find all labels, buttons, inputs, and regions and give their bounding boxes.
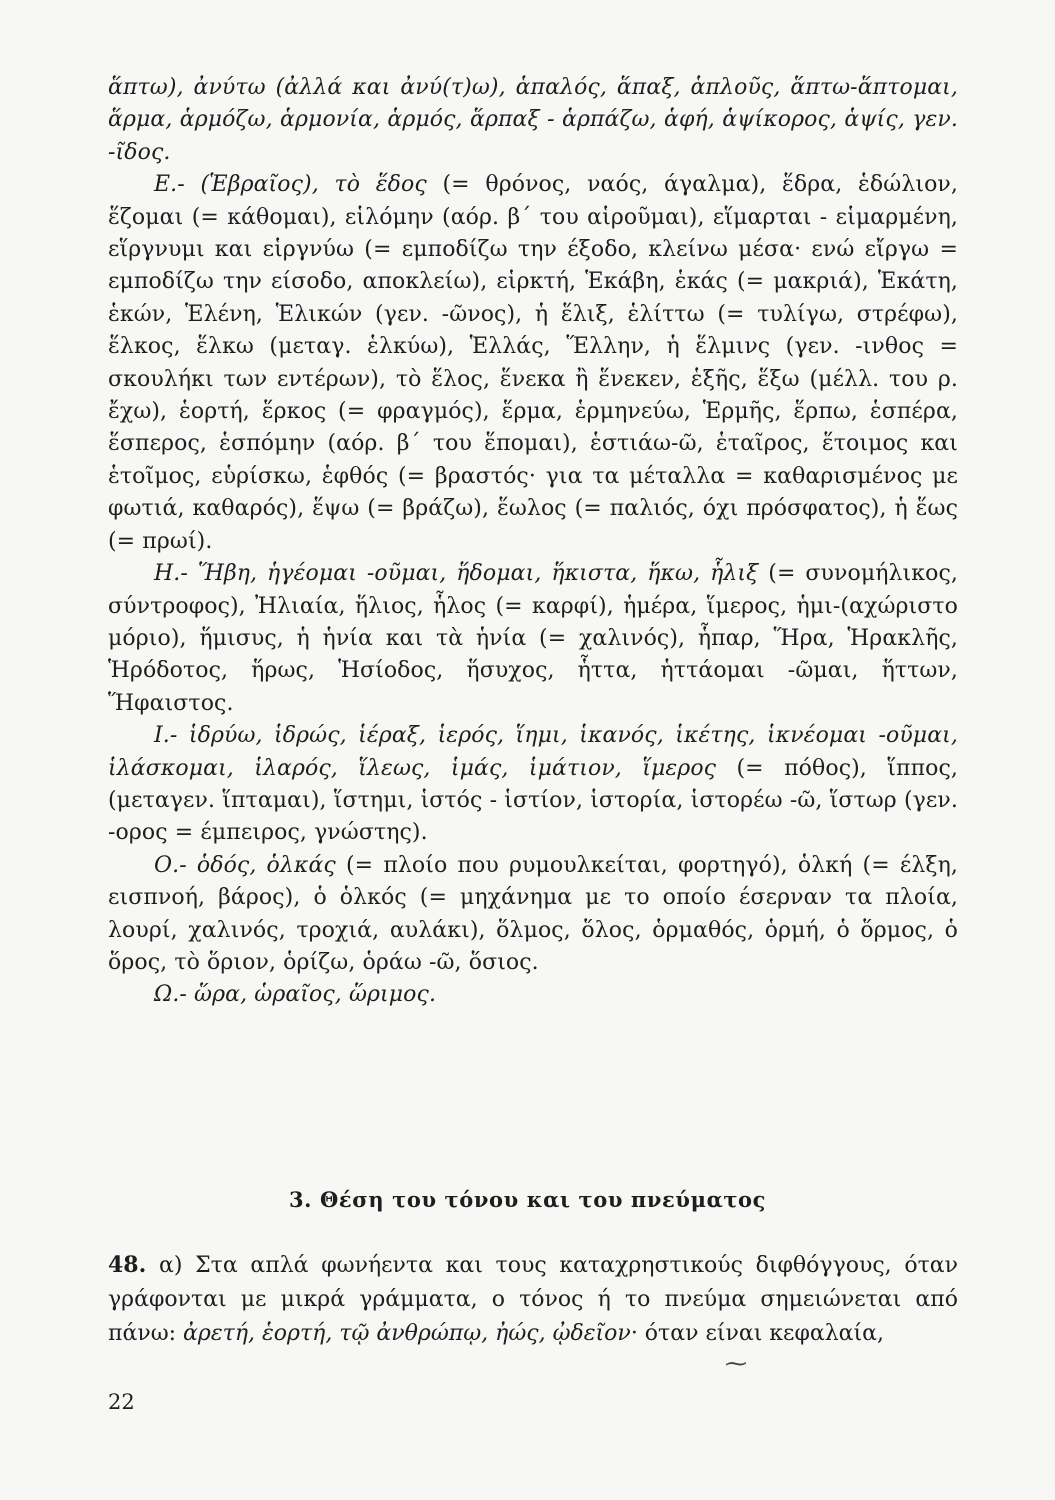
ink-mark: ⁓ — [725, 1352, 747, 1377]
entry-epsilon — [108, 169, 958, 558]
entry-eta — [108, 558, 958, 720]
entry-omicron — [108, 850, 958, 980]
paragraph-48-tail: · όταν είναι κεφαλαία, — [630, 1321, 884, 1346]
paragraph-48-intro: α) Στα απλά φωνήεντα και τους καταχρηστικούς διφθόγγους, όταν γράφονται με μικρά γράμματα, ο τόνος ή το πνεύμα σημειώνεται από πάνω: — [108, 1253, 958, 1346]
entry-omicron-text: (= πλοίο που ρυμουλκείται, φορτηγό), ὁλκή (= έλξη, εισπνοή, βάρος), ὁ ὁλκός (= μηχάνημα με το οποίο έσερναν τα πλοία, λουρί, χαλινός, τροχιά, αυλάκι), ὅλμος, ὅλος, ὁρμαθός, ὁρμή, ὁ ὅρμος, ὁ ὅρος, τὸ ὅριον, ὁρίζω, ὁράω -ῶ, ὅσιος. — [108, 852, 959, 975]
main-text-block — [108, 72, 958, 1012]
entry-omicron-lead: Ο.- ὁδός, ὁλκάς — [154, 852, 336, 878]
continuation-words: ἅπτω), ἀνύτω (ἀλλά και ἀνύ(τ)ω), ἁπαλός, ἅπαξ, ἁπλοῦς, ἅπτω-ἅπτομαι, ἅρμα, ἁρμόζω, ἁρμονία, ἁρμός, ἅρπαξ - ἁρπάζω, ἁφή, ἁψίκορος, ἁψίς, γεν. -ῖδος. — [108, 75, 958, 165]
entry-continuation — [108, 72, 958, 169]
entry-iota-lead: Ι.- ἱδρύω, ἱδρώς, ἱέραξ, ἱερός, ἵημι, ἱκανός, ἱκέτης, ἱκνέομαι -οῦμαι, ἱλάσκομαι, ἱλαρός, ἵλεως, ἱμάς, ἱμάτιον, ἵμερος — [108, 723, 958, 781]
paragraph-48-number: 48. — [108, 1252, 147, 1278]
entry-omega-lead: Ω.- ὥρα, ὡραῖος, ὥριμος. — [154, 982, 437, 1008]
entry-eta-text: (= συνομήλικος, σύντροφος), Ἠλιαία, ἥλιος, ἧλος (= καρφί), ἡμέρα, ἵμερος, ἡμι-(αχώριστο μόριο), ἥμισυς, ἡ ἡνία και τὰ ἡνία (= χαλινός), ἧπαρ, Ἥρα, Ἡρακλῆς, Ἡρόδοτος, ἥρως, Ἡσίοδος, ἥσυχος, ἧττα, ἡττάομαι -ῶμαι, ἥττων, Ἥφαιστος. — [108, 561, 958, 716]
entry-omega — [108, 979, 958, 1011]
entry-eta-lead: Η.- Ἥβη, ἡγέομαι -οῦμαι, ἥδομαι, ἥκιστα, ἥκω, ἧλιξ — [154, 561, 759, 587]
paragraph-48-examples: ἀρετή, ἑορτή, τῷ ἀνθρώπῳ, ἠώς, ᾠδεῖον — [183, 1321, 631, 1346]
entry-iota — [108, 720, 958, 850]
entry-epsilon-lead: Ε.- (Ἑβραῖος), τὸ ἕδος — [154, 172, 427, 198]
section-heading: 3. Θέση του τόνου και του πνεύματος — [288, 1187, 767, 1212]
entry-epsilon-text: (= θρόνος, ναός, άγαλμα), ἕδρα, ἑδώλιον, ἕζομαι (= κάθομαι), εἱλόμην (αόρ. β΄ του αἱροῦμαι), εἵμαρται - εἱμαρμένη, εἵργνυμι και εἱργνύω (= εμποδίζω την έξοδο, κλείνω μέσα· ενώ εἴργω = εμποδίζω την είσοδο, αποκλείω), εἱρκτή, Ἑκάβη, ἑκάς (= μακριά), Ἑκάτη, ἑκών, Ἑλένη, Ἑλικών (γεν. -ῶνος), ἡ ἕλιξ, ἑλίττω (= τυλίγω, στρέφω), ἕλκος, ἕλκω (μεταγ. ἑλκύω), Ἑλλάς, Ἕλλην, ἡ ἕλμινς (γεν. -ινθος = σκουλήκι των εντέρων), τὸ ἕλος, ἕνεκα ἢ ἕνεκεν, ἑξῆς, ἕξω (μέλλ. του ρ. ἔχω), ἑορτή, ἕρκος (= φραγμός), ἕρμα, ἑρμηνεύω, Ἑρμῆς, ἕρπω, ἑσπέρα, ἕσπερος, ἑσπόμην (αόρ. β΄ του ἕπομαι), ἑστιάω-ῶ, ἑταῖρος, ἕτοιμος και ἑτοῖμος, εὑρίσκω, ἑφθός (= βραστός· για τα μέταλλα = καθαρισμένος με φωτιά, καθαρός), ἕψω (= βράζω), ἕωλος (= παλιός, όχι πρόσφατος), ἡ ἕως (= πρωί). — [108, 172, 958, 554]
page-number: 22 — [108, 1390, 135, 1414]
entry-iota-text: (= πόθος), ἵππος, (μεταγεν. ἵπταμαι), ἵστημι, ἱστός - ἱστίον, ἱστορία, ἱστορέω -ῶ, ἵστωρ (γεν. -ορος = έμπειρος, γνώστης). — [108, 755, 958, 846]
paragraph-48 — [108, 1248, 958, 1351]
